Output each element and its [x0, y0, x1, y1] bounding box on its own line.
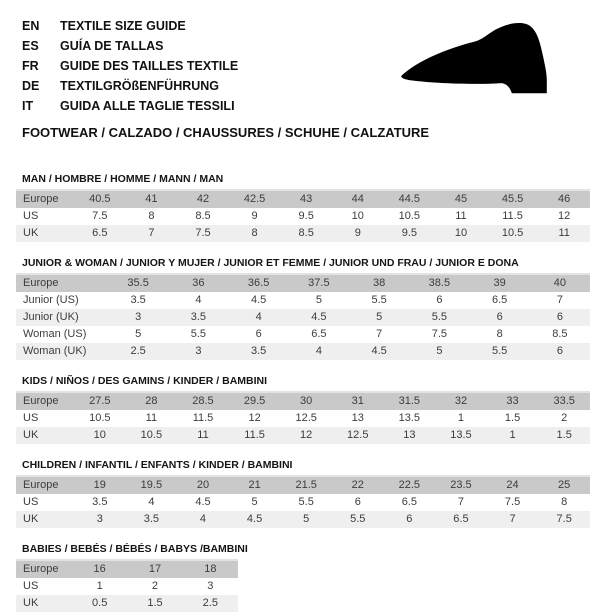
size-cell: 6 [406, 513, 413, 525]
row-label: Woman (UK) [23, 345, 87, 357]
size-cell: 38.5 [428, 277, 451, 289]
size-cell: 16 [93, 563, 106, 575]
size-cell: 36.5 [247, 277, 270, 289]
size-cell: 12 [300, 429, 313, 441]
table-row [16, 225, 590, 242]
table-row [16, 208, 590, 225]
size-cell: 1 [96, 580, 103, 592]
section-title: JUNIOR & WOMAN / JUNIOR Y MUJER / JUNIOR ET FEMME / JUNIOR UND FRAU / JUNIOR E DONA [22, 257, 519, 269]
size-cell: 8.5 [195, 210, 211, 222]
row-label: Woman (US) [23, 328, 87, 340]
language-title: GUIDA ALLE TAGLIE TESSILI [60, 99, 235, 113]
size-cell: 32 [454, 395, 468, 407]
size-cell: 21 [248, 479, 261, 491]
size-cell: 25 [558, 479, 571, 491]
size-cell: 7.5 [504, 496, 521, 508]
size-table [16, 189, 590, 242]
size-cell: 6.5 [92, 227, 108, 239]
size-cell: 30 [300, 395, 313, 407]
size-cell: 12.5 [347, 429, 369, 441]
size-cell: 2 [151, 580, 159, 592]
size-cell: 27.5 [89, 395, 111, 407]
size-table [16, 559, 238, 612]
size-cell: 6 [255, 328, 262, 340]
row-label: US [23, 412, 39, 424]
size-cell: 4 [199, 513, 207, 525]
size-cell: 6.5 [401, 496, 417, 508]
size-cell: 3.5 [190, 311, 207, 323]
size-cell: 4.5 [195, 496, 211, 508]
size-cell: 28.5 [192, 395, 214, 407]
size-cell: 8.5 [298, 227, 314, 239]
size-table [16, 475, 590, 528]
size-cell: 6.5 [311, 328, 327, 340]
row-label: Europe [23, 193, 59, 205]
size-cell: 11.5 [502, 210, 523, 222]
language-title: GUÍA DE TALLAS [60, 39, 164, 53]
size-cell: 43 [300, 193, 313, 205]
size-cell: 7.5 [195, 227, 211, 239]
table-row [16, 560, 238, 578]
size-table [16, 391, 590, 444]
size-cell: 5.5 [298, 496, 314, 508]
language-code: IT [22, 99, 34, 113]
size-cell: 11 [145, 412, 158, 424]
table-row [16, 511, 590, 528]
row-label: US [23, 496, 39, 508]
size-cell: 10 [351, 210, 364, 222]
size-cell: 4.5 [250, 294, 267, 306]
size-cell: 10 [93, 429, 106, 441]
size-cell: 3 [195, 345, 202, 357]
size-cell: 1 [457, 412, 465, 424]
size-cell: 3 [207, 580, 214, 592]
language-code: DE [22, 79, 40, 93]
size-cell: 4 [195, 294, 202, 306]
language-title: GUIDE DES TAILLES TEXTILE [60, 59, 239, 73]
size-cell: 2.5 [130, 345, 146, 357]
size-cell: 46 [558, 193, 571, 205]
size-cell: 8 [561, 496, 568, 508]
size-cell: 8.5 [552, 328, 568, 340]
size-cell: 2.5 [202, 597, 218, 609]
size-cell: 5 [303, 513, 310, 525]
size-cell: 7 [376, 328, 383, 340]
size-cell: 3.5 [130, 294, 146, 306]
table-row [16, 410, 590, 427]
size-cell: 5 [315, 294, 322, 306]
size-cell: 10 [454, 227, 468, 239]
size-cell: 17 [148, 563, 162, 575]
size-tables [16, 173, 590, 612]
size-cell: 7 [509, 513, 516, 525]
size-cell: 3.5 [143, 513, 160, 525]
size-cell: 33.5 [553, 395, 575, 407]
size-cell: 12.5 [295, 412, 317, 424]
size-cell: 13.5 [450, 429, 472, 441]
size-cell: 11.5 [244, 429, 265, 441]
size-cell: 5.5 [431, 311, 448, 323]
size-cell: 4 [148, 496, 155, 508]
size-cell: 2 [561, 412, 568, 424]
size-cell: 3 [96, 513, 103, 525]
table-row [16, 292, 590, 309]
size-cell: 10.5 [398, 210, 421, 222]
size-section [16, 257, 590, 360]
shoe-icon [394, 16, 580, 108]
size-cell: 9 [251, 210, 258, 222]
size-cell: 39 [493, 277, 506, 289]
row-label: Europe [23, 563, 59, 575]
size-cell: 24 [506, 479, 519, 491]
size-cell: 5 [251, 496, 258, 508]
size-cell: 3.5 [92, 496, 108, 508]
table-row [16, 190, 590, 208]
category-line: FOOTWEAR / CALZADO / CHAUSSURES / SCHUHE / CALZATURE [22, 125, 430, 140]
size-cell: 40 [553, 277, 566, 289]
section-title: CHILDREN / INFANTIL / ENFANTS / KINDER / BAMBINI [22, 459, 293, 471]
size-cell: 31 [351, 395, 364, 407]
row-label: Junior (US) [23, 294, 79, 306]
size-cell: 10.5 [501, 227, 524, 239]
size-section [16, 173, 590, 242]
language-code: ES [22, 39, 39, 53]
table-row [16, 427, 590, 444]
size-cell: 21.5 [295, 479, 317, 491]
size-cell: 6 [496, 311, 503, 323]
size-cell: 4 [255, 311, 262, 323]
language-code: FR [22, 59, 39, 73]
row-label: Europe [23, 277, 59, 289]
size-cell: 5.5 [190, 328, 207, 340]
row-label: US [23, 580, 39, 592]
language-code: EN [22, 19, 40, 33]
size-cell: 3 [135, 311, 142, 323]
size-cell: 7.5 [556, 513, 572, 525]
size-cell: 22.5 [398, 479, 421, 491]
size-cell: 42.5 [243, 193, 266, 205]
size-cell: 20 [196, 479, 210, 491]
size-cell: 6 [436, 294, 443, 306]
size-cell: 18 [204, 563, 217, 575]
size-cell: 44.5 [398, 193, 421, 205]
size-cell: 6.5 [491, 294, 508, 306]
size-cell: 9.5 [401, 227, 417, 239]
size-cell: 1 [509, 429, 516, 441]
table-row [16, 326, 590, 343]
size-cell: 6 [556, 345, 563, 357]
row-label: US [23, 210, 39, 222]
row-label: Junior (UK) [23, 311, 79, 323]
size-cell: 11 [455, 210, 467, 222]
size-cell: 8 [148, 210, 155, 222]
language-title: TEXTILGRÖßENFÜHRUNG [60, 79, 220, 93]
size-cell: 11.5 [192, 412, 214, 424]
size-cell: 1.5 [556, 429, 572, 441]
size-cell: 35.5 [127, 277, 149, 289]
size-cell: 23.5 [450, 479, 472, 491]
size-cell: 7 [148, 227, 155, 239]
size-cell: 29.5 [243, 395, 266, 407]
size-cell: 9.5 [298, 210, 314, 222]
size-cell: 13 [403, 429, 416, 441]
size-cell: 4.5 [371, 345, 387, 357]
size-cell: 7 [556, 294, 563, 306]
size-cell: 7 [457, 496, 465, 508]
size-cell: 13.5 [398, 412, 421, 424]
size-cell: 6.5 [453, 513, 469, 525]
size-cell: 6 [354, 496, 361, 508]
row-label: UK [23, 597, 39, 609]
table-row [16, 595, 238, 612]
section-title: MAN / HOMBRE / HOMME / MANN / MAN [22, 173, 224, 185]
size-cell: 31.5 [398, 395, 421, 407]
size-cell: 44 [351, 193, 364, 205]
row-label: Europe [23, 395, 59, 407]
size-cell: 8 [251, 227, 258, 239]
size-cell: 45 [454, 193, 468, 205]
row-label: UK [23, 227, 39, 239]
size-cell: 40.5 [89, 193, 111, 205]
size-cell: 5 [135, 328, 142, 340]
size-cell: 7.5 [431, 328, 448, 340]
size-cell: 7.5 [92, 210, 108, 222]
size-cell: 1.5 [504, 412, 521, 424]
table-row [16, 309, 590, 326]
table-row [16, 476, 590, 494]
size-cell: 22 [351, 479, 364, 491]
size-cell: 3.5 [250, 345, 267, 357]
size-cell: 19.5 [140, 479, 163, 491]
size-cell: 11 [558, 227, 570, 239]
size-cell: 12 [248, 412, 261, 424]
size-cell: 12 [558, 210, 571, 222]
row-label: Europe [23, 479, 59, 491]
size-cell: 1.5 [147, 597, 163, 609]
size-cell: 10.5 [140, 429, 163, 441]
size-cell: 5.5 [491, 345, 508, 357]
table-row [16, 494, 590, 511]
size-cell: 11 [197, 429, 209, 441]
size-cell: 13 [351, 412, 364, 424]
table-row [16, 392, 590, 410]
section-title: KIDS / NIÑOS / DES GAMINS / KINDER / BAMBINI [22, 375, 268, 387]
size-cell: 36 [192, 277, 205, 289]
size-section [16, 543, 590, 612]
size-cell: 45.5 [501, 193, 524, 205]
row-label: UK [23, 513, 39, 525]
size-cell: 5 [376, 311, 383, 323]
row-label: UK [23, 429, 39, 441]
size-cell: 8 [496, 328, 503, 340]
size-cell: 33 [506, 395, 519, 407]
table-row [16, 274, 590, 292]
size-cell: 9 [354, 227, 361, 239]
size-section [16, 375, 590, 444]
section-title: BABIES / BEBÉS / BÉBÉS / BABYS /BAMBINI [22, 543, 248, 555]
size-cell: 6 [556, 311, 563, 323]
size-cell: 5.5 [371, 294, 387, 306]
table-row [16, 578, 238, 595]
size-cell: 5 [436, 345, 443, 357]
language-title: TEXTILE SIZE GUIDE [60, 19, 186, 33]
size-cell: 5.5 [350, 513, 366, 525]
size-cell: 0.5 [92, 597, 108, 609]
size-cell: 19 [93, 479, 106, 491]
size-cell: 37.5 [308, 277, 330, 289]
size-cell: 4.5 [246, 513, 263, 525]
size-cell: 41 [145, 193, 158, 205]
size-cell: 28 [145, 395, 158, 407]
table-row [16, 343, 590, 360]
header [0, 0, 600, 140]
size-cell: 42 [196, 193, 210, 205]
size-cell: 4.5 [311, 311, 327, 323]
size-cell: 38 [373, 277, 386, 289]
size-section [16, 459, 590, 528]
size-cell: 10.5 [89, 412, 111, 424]
size-table [16, 273, 590, 360]
size-cell: 4 [315, 345, 322, 357]
